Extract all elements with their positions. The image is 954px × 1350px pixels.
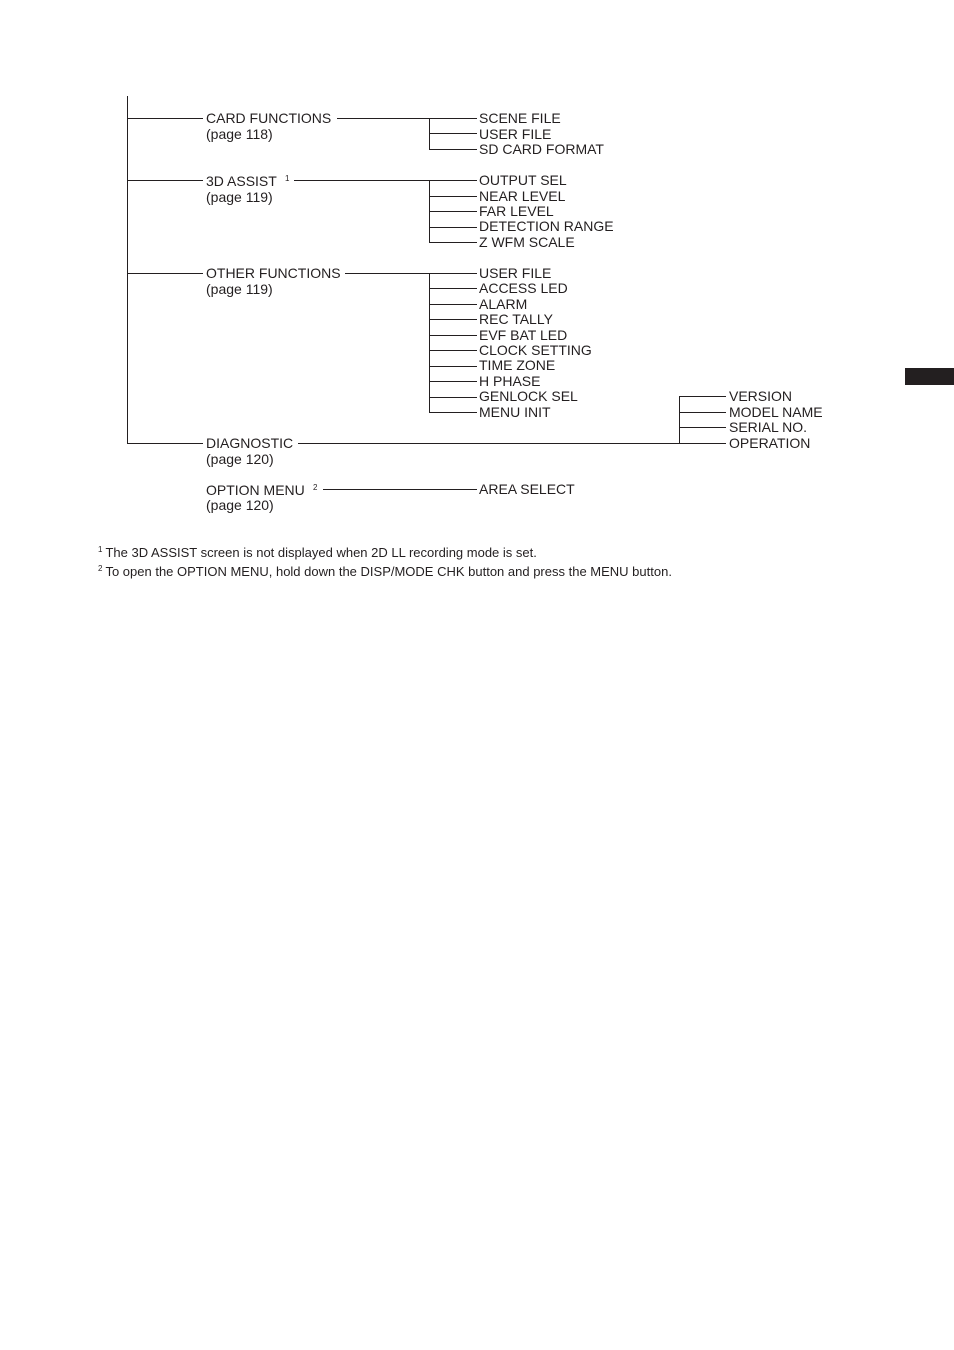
chapter-tab-marker bbox=[905, 368, 954, 385]
menu-card-functions: CARD FUNCTIONS bbox=[206, 110, 332, 126]
page-ref-card-functions: (page 118) bbox=[206, 126, 273, 142]
menu-item-clock-setting: CLOCK SETTING bbox=[479, 342, 592, 358]
footnote-1 bbox=[98, 542, 537, 560]
connector-3d-assist bbox=[127, 180, 203, 181]
page-ref-3d-assist: (page 119) bbox=[206, 189, 273, 205]
connector-line bbox=[429, 350, 477, 351]
menu-item-evf-bat-led: EVF BAT LED bbox=[479, 327, 568, 343]
connector-line bbox=[679, 412, 726, 413]
footnote-2-mark: 2 bbox=[98, 564, 103, 573]
menu-item-operation: OPERATION bbox=[729, 435, 811, 451]
footnote-1-mark: 1 bbox=[98, 545, 103, 554]
menu-trunk-line bbox=[127, 96, 128, 444]
menu-3d-assist: 3D ASSIST bbox=[206, 173, 277, 189]
branch-other-functions bbox=[429, 273, 430, 413]
footnote-1-text: The 3D ASSIST screen is not displayed when 2D LL recording mode is set. bbox=[105, 545, 537, 560]
connector-line bbox=[429, 196, 477, 197]
page-ref-diagnostic: (page 120) bbox=[206, 451, 274, 467]
connector-line bbox=[429, 211, 477, 212]
menu-item-time-zone: TIME ZONE bbox=[479, 357, 556, 373]
connector-line bbox=[429, 227, 477, 228]
connector-option-menu-sub bbox=[323, 489, 477, 490]
connector-diagnostic-sub bbox=[298, 443, 726, 444]
connector-line bbox=[429, 288, 477, 289]
connector-other-functions-sub bbox=[345, 273, 477, 274]
menu-item-version: VERSION bbox=[729, 388, 793, 404]
menu-item-user-file: USER FILE bbox=[479, 126, 552, 142]
menu-item-serial-no: SERIAL NO. bbox=[729, 419, 808, 435]
connector-diagnostic bbox=[127, 443, 203, 444]
menu-item-model-name: MODEL NAME bbox=[729, 404, 823, 420]
footnote-2-text: To open the OPTION MENU, hold down the DISP/MODE CHK button and press the MENU button. bbox=[105, 564, 672, 579]
connector-line bbox=[679, 427, 726, 428]
menu-item-menu-init: MENU INIT bbox=[479, 404, 551, 420]
menu-item-scene-file: SCENE FILE bbox=[479, 110, 561, 126]
connector-line bbox=[429, 133, 477, 134]
connector-line bbox=[429, 149, 477, 150]
menu-item-genlock-sel: GENLOCK SEL bbox=[479, 388, 578, 404]
connector-line bbox=[429, 381, 477, 382]
branch-diagnostic bbox=[679, 396, 680, 444]
connector-card-functions bbox=[127, 118, 203, 119]
menu-item-far-level: FAR LEVEL bbox=[479, 203, 554, 219]
page-ref-other-functions: (page 119) bbox=[206, 281, 273, 297]
menu-item-h-phase: H PHASE bbox=[479, 373, 541, 389]
connector-line bbox=[429, 397, 477, 398]
connector-line bbox=[429, 335, 477, 336]
connector-line bbox=[679, 396, 726, 397]
menu-option-menu: OPTION MENU bbox=[206, 482, 305, 498]
footnote-mark-1: 1 bbox=[285, 174, 290, 183]
connector-card-functions-sub bbox=[337, 118, 477, 119]
page-ref-option-menu: (page 120) bbox=[206, 497, 274, 513]
connector-line bbox=[429, 412, 477, 413]
menu-item-alarm: ALARM bbox=[479, 296, 528, 312]
menu-item-rec-tally: REC TALLY bbox=[479, 311, 553, 327]
menu-item-area-select: AREA SELECT bbox=[479, 481, 575, 497]
menu-item-access-led: ACCESS LED bbox=[479, 280, 568, 296]
menu-item-user-file: USER FILE bbox=[479, 265, 552, 281]
footnote-mark-2: 2 bbox=[313, 483, 318, 492]
menu-item-output-sel: OUTPUT SEL bbox=[479, 172, 567, 188]
connector-line bbox=[429, 304, 477, 305]
connector-other-functions bbox=[127, 273, 203, 274]
menu-diagnostic: DIAGNOSTIC bbox=[206, 435, 294, 451]
menu-other-functions: OTHER FUNCTIONS bbox=[206, 265, 341, 281]
menu-item-detection-range: DETECTION RANGE bbox=[479, 218, 614, 234]
connector-line bbox=[429, 242, 477, 243]
connector-3d-assist-sub bbox=[294, 180, 477, 181]
menu-item-z-wfm-scale: Z WFM SCALE bbox=[479, 234, 575, 250]
menu-item-near-level: NEAR LEVEL bbox=[479, 188, 566, 204]
footnote-2 bbox=[98, 561, 672, 579]
menu-item-sd-card-format: SD CARD FORMAT bbox=[479, 141, 604, 157]
connector-line bbox=[429, 366, 477, 367]
connector-line bbox=[429, 319, 477, 320]
